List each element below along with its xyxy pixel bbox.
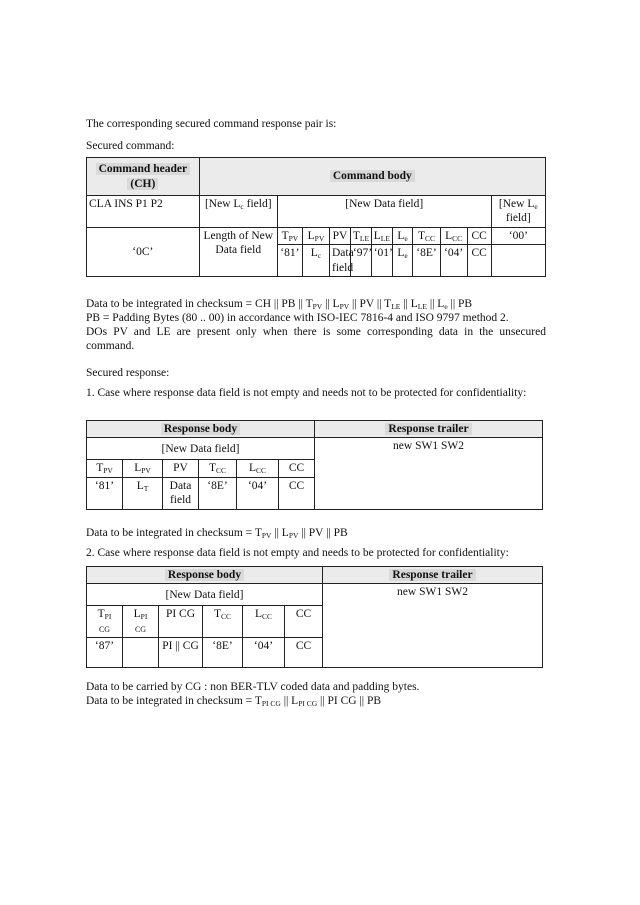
h-pi-cg: PI CG (159, 606, 203, 638)
h-tpv: $T_{PV}$ (277, 228, 302, 245)
case1-text: 1. Case where response data field is not empty and needs not to be protected for confidentiality: (86, 387, 527, 399)
v-8e: ‘8E’ (203, 638, 243, 668)
v-04: ‘04’ (440, 245, 467, 277)
h-tle: $T_{LE}$ (350, 228, 371, 245)
secured-response-label: Secured response: (86, 367, 170, 379)
v-8e: ‘8E’ (413, 245, 440, 277)
response-body-label: Response body (161, 423, 240, 435)
command-body-cell (199, 158, 545, 196)
response-table-2 (86, 566, 543, 668)
response-body-label: Response body (165, 569, 244, 581)
secured-command-label: Secured command: (86, 140, 175, 152)
h-lcc: $L_{CC}$ (243, 606, 285, 638)
response-trailer-label: Response trailer (385, 423, 471, 435)
h-cc: CC (467, 228, 491, 245)
v-04: ‘04’ (237, 477, 279, 509)
command-header-cell (87, 158, 200, 196)
new-data-field: [New Data field] (277, 196, 491, 228)
new-data-field: [New Data field] (87, 584, 323, 606)
v-97: ‘97’ (350, 245, 371, 277)
v-pi-cg: PI || CG (159, 638, 203, 668)
command-header-label: Command header (96, 163, 191, 175)
h-le: $L_e$ (392, 228, 413, 245)
checksum-response-2: Data to be integrated in checksum = $T_{PI CG}$ || $L_{PI CG}$ || PI CG || PB (86, 695, 382, 708)
v-8e: ‘8E’ (199, 477, 237, 509)
new-sw1-sw2: new SW1 SW2 (315, 438, 543, 509)
h-tpi-cg: $T_{PI}$ CG (87, 606, 123, 638)
new-lc-field: [New $L_c$ field] (199, 196, 277, 228)
v-87: ‘87’ (87, 638, 123, 668)
command-table (86, 157, 546, 277)
response-trailer-header (323, 567, 543, 584)
response-trailer-header (315, 421, 543, 438)
case2-text: 2. Case where response data field is not empty and needs to be protected for confidentiality: (86, 547, 509, 559)
v-cc: CC (467, 245, 491, 277)
v-lc: $L_c$ (302, 245, 329, 277)
h-lpv: $L_{PV}$ (123, 460, 163, 477)
v-00: ‘00’ (491, 228, 545, 245)
intro-text: The corresponding secured command response pair is: (86, 118, 337, 130)
oc-value: ‘0C’ (87, 228, 200, 277)
pb-definition: PB = Padding Bytes (80 .. 00) in accordance with ISO-IEC 7816-4 and ISO 9797 method 2. (86, 312, 509, 324)
h-cc: CC (285, 606, 323, 638)
v-81: ‘81’ (87, 477, 123, 509)
response-table-1 (86, 420, 543, 510)
response-body-header (87, 421, 315, 438)
response-body-header (87, 567, 323, 584)
v-le: $L_e$ (392, 245, 413, 277)
h-tcc: $T_{CC}$ (413, 228, 440, 245)
h-lcc: $L_{CC}$ (440, 228, 467, 245)
checksum-command: Data to be integrated in checksum = CH || PB || $T_{PV}$ || $L_{PV}$ || PV || $T_{LE}$ || $L_{LE}$ || $L_e$ || PB (86, 298, 473, 311)
new-le-field: [New $L_e$ field] (491, 196, 545, 228)
length-of-new-data: Length of New Data field (199, 228, 277, 277)
v-empty (491, 245, 545, 277)
cla-ins-p1-p2: CLA INS P1 P2 (87, 196, 200, 228)
response-trailer-label: Response trailer (389, 569, 475, 581)
h-lle: $L_{LE}$ (371, 228, 392, 245)
h-tcc: $T_{CC}$ (203, 606, 243, 638)
new-sw1-sw2: new SW1 SW2 (323, 584, 543, 668)
v-cc: CC (279, 477, 315, 509)
h-tpv: $T_{PV}$ (87, 460, 123, 477)
h-pv: PV (163, 460, 199, 477)
h-lcc: $L_{CC}$ (237, 460, 279, 477)
new-data-field: [New Data field] (87, 438, 315, 460)
v-cc: CC (285, 638, 323, 668)
command-header-abbrev: (CH) (127, 178, 158, 190)
h-cc: CC (279, 460, 315, 477)
h-pv: PV (330, 228, 351, 245)
v-empty (123, 638, 159, 668)
cg-note: Data to be carried by CG : non BER-TLV coded data and padding bytes. (86, 681, 420, 693)
v-81: ‘81’ (277, 245, 302, 277)
command-body-label: Command body (330, 170, 415, 182)
h-lpi-cg: $L_{PI}$ CG (123, 606, 159, 638)
v-04: ‘04’ (243, 638, 285, 668)
h-lpv: $L_{PV}$ (302, 228, 329, 245)
v-data-field: Data field (330, 245, 351, 277)
h-tcc: $T_{CC}$ (199, 460, 237, 477)
dos-note: DOs PV and LE are present only when there is some corresponding data in the unsecured command. (86, 326, 546, 353)
v-data-field: Data field (163, 477, 199, 509)
checksum-response-1: Data to be integrated in checksum = $T_{PV}$ || $L_{PV}$ || PV || PB (86, 527, 348, 540)
v-lr: $L_T$ (123, 477, 163, 509)
v-01: ‘01’ (371, 245, 392, 277)
